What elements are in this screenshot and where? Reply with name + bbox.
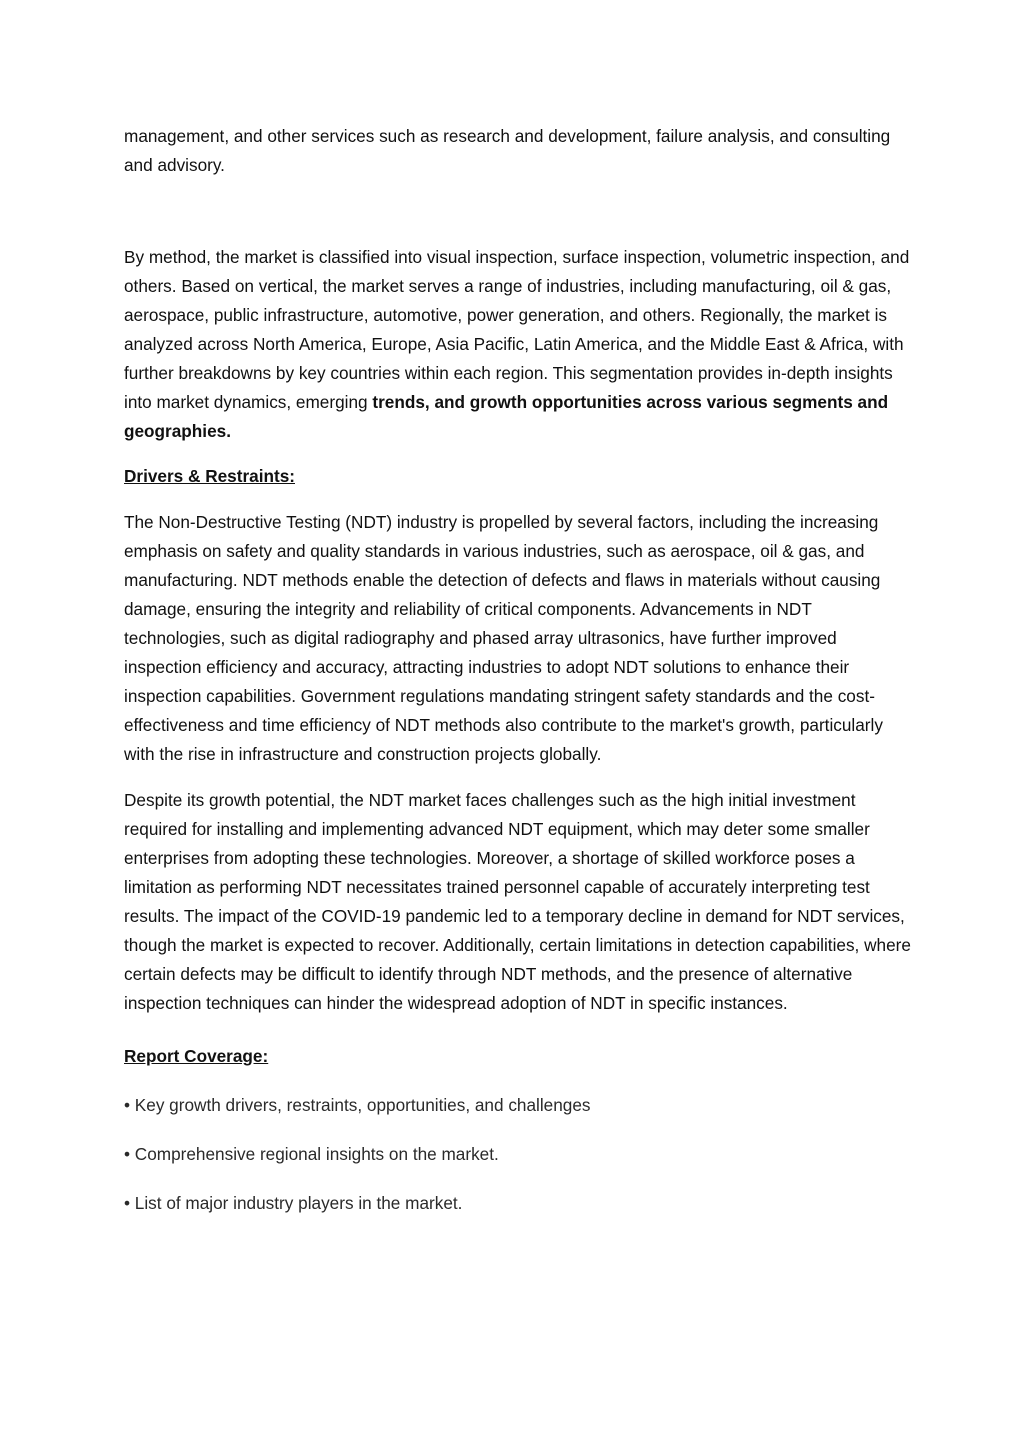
coverage-list — [124, 1091, 914, 1218]
intro-paragraph: management, and other services such as research and development, failure analysis, and consulting and advisory. — [124, 126, 891, 175]
document-body — [124, 122, 914, 1238]
coverage-item: • Key growth drivers, restraints, opportunities, and challenges — [124, 1095, 591, 1115]
method-paragraph — [124, 243, 914, 446]
method-text: By method, the market is classified into visual inspection, surface inspection, volumetric inspection, and others. Based on vertical, the market serves a range of industries, including manufacturing, oil & gas, aerospace, public infrastructure, automotive, power generation, and others. Regionally, the market is analyzed across North America, Europe, Asia Pacific, Latin America, and the Middle East & Africa, with further breakdowns by key countries within each region. This segmentation provides in-depth insights into market dynamics, emerging — [124, 247, 910, 412]
method-bold-text: trends, and growth opportunities across various segments and geographies. — [124, 392, 889, 441]
coverage-item: • Comprehensive regional insights on the market. — [124, 1144, 499, 1164]
restraints-paragraph: Despite its growth potential, the NDT market faces challenges such as the high initial investment required for installing and implementing advanced NDT equipment, which may deter some smaller enterprises from adopting these technologies. Moreover, a shortage of skilled workforce poses a limitation as performing NDT necessitates trained personnel capable of accurately interpreting test results. The impact of the COVID-19 pandemic led to a temporary decline in demand for NDT services, though the market is expected to recover. Additionally, certain limitations in detection capabilities, where certain defects may be difficult to identify through NDT methods, and the presence of alternative inspection techniques can hinder the widespread adoption of NDT in specific instances. — [124, 790, 911, 1013]
coverage-heading: Report Coverage: — [124, 1046, 269, 1066]
coverage-item: • List of major industry players in the market. — [124, 1193, 463, 1213]
drivers-paragraph: The Non-Destructive Testing (NDT) industry is propelled by several factors, including the increasing emphasis on safety and quality standards in various industries, such as aerospace, oil & gas, and manufacturing. NDT methods enable the detection of defects and flaws in materials without causing damage, ensuring the integrity and reliability of critical components. Advancements in NDT technologies, such as digital radiography and phased array ultrasonics, have further improved inspection efficiency and accuracy, attracting industries to adopt NDT solutions to enhance their inspection capabilities. Government regulations mandating stringent safety standards and the cost-effectiveness and time efficiency of NDT methods also contribute to the market's growth, particularly with the rise in infrastructure and construction projects globally. — [124, 512, 883, 764]
drivers-heading: Drivers & Restraints: — [124, 466, 295, 486]
